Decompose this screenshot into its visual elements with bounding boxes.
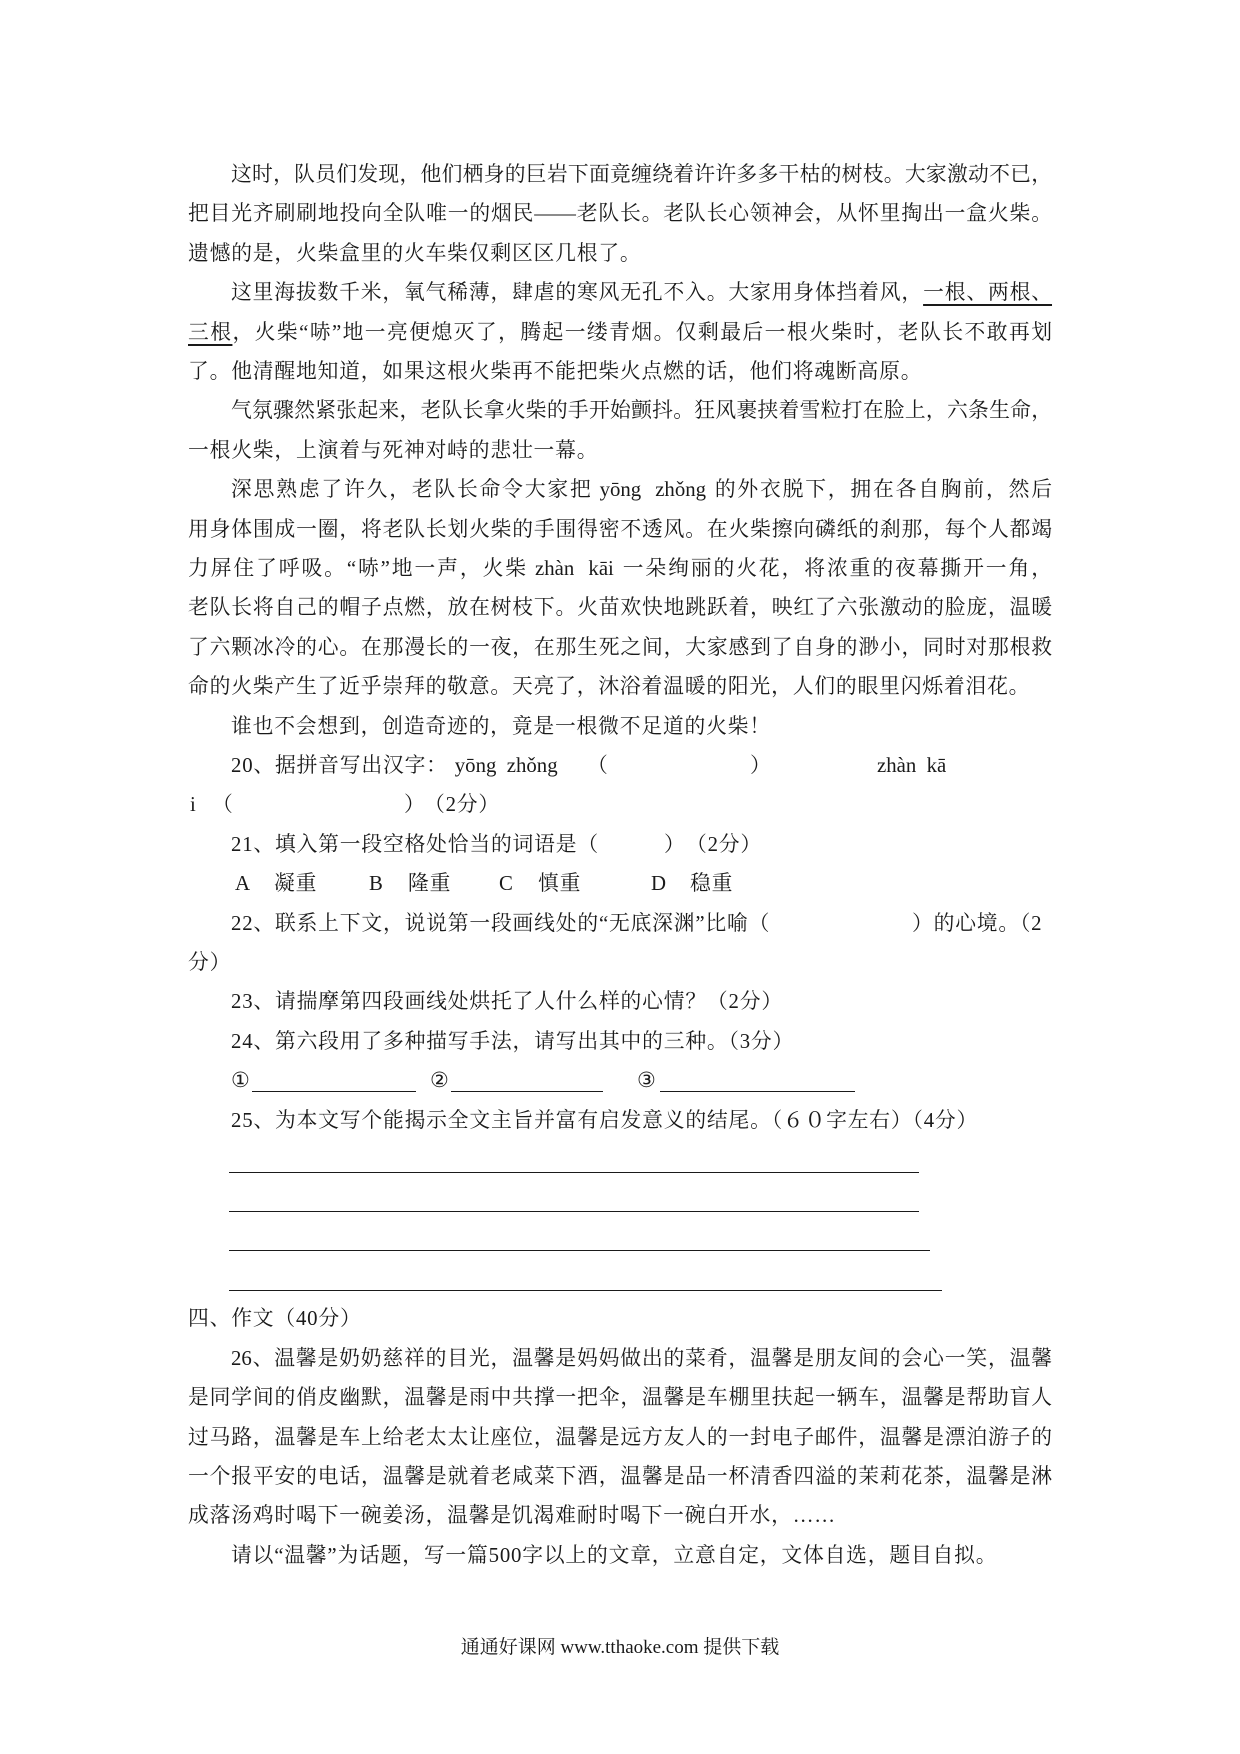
passage-line: 了。他清醒地知道，如果这根火柴再不能把柴火点燃的话，他们将魂断高原。 — [188, 360, 923, 383]
option-letter: C — [499, 872, 514, 895]
option-letter: D — [651, 872, 667, 895]
underlined-phrase: 一根、两根、 — [923, 281, 1053, 304]
answer-bracket-close: ） — [750, 754, 772, 777]
passage-line: 老队长将自己的帽子点燃，放在树枝下。火苗欢快地跳跃着，映红了六张激动的脸庞，温暖 — [188, 596, 1052, 619]
answer-line — [229, 1250, 930, 1251]
blank-number: ③ — [637, 1069, 657, 1092]
passage-line — [231, 280, 1052, 306]
passage-line: 用身体围成一圈，将老队长划火柴的手围得密不透风。在火柴擦向磷纸的刹那，每个人都竭 — [188, 518, 1052, 541]
question-21-options — [0, 871, 1240, 897]
passage-text: 力屏住了呼吸。“哧”地一声，火柴 — [188, 557, 528, 580]
passage-text: ，火柴“哧”地一亮便熄灭了，腾起一缕青烟。仅剩最后一根火柴时，老队长不敢再划 — [232, 321, 1052, 344]
question-24-blanks — [0, 1068, 1240, 1094]
pinyin: zhàn kā — [877, 754, 947, 777]
option-text: 隆重 — [408, 872, 452, 895]
composition-prompt-line: 成落汤鸡时喝下一碗姜汤，温馨是饥渴难耐时喝下一碗白开水，…… — [188, 1504, 836, 1527]
composition-prompt-line: 26、温馨是奶奶慈祥的目光，温馨是妈妈做出的菜肴，温馨是朋友间的会心一笑，温馨 — [231, 1347, 1052, 1370]
passage-line: 了六颗冰冷的心。在那漫长的一夜，在那生死之间，大家感到了自身的渺小，同时对那根救 — [188, 636, 1052, 659]
question-text: 21、填入第一段空格处恰当的词语是（ — [231, 833, 599, 856]
composition-prompt-line: 一个报平安的电话，温馨是就着老咸菜下酒，温馨是品一杯清香四溢的茉莉花茶，温馨是淋 — [188, 1465, 1052, 1488]
answer-line — [229, 1172, 919, 1173]
question-20-continued — [0, 792, 1240, 818]
answer-bracket-open: （ — [212, 793, 234, 816]
answer-line — [229, 1211, 919, 1212]
section-heading: 四、作文（40分） — [188, 1307, 362, 1330]
passage-text: 一朵绚丽的火花，将浓重的夜幕撕开一角， — [620, 557, 1052, 580]
points-label: （2分） — [686, 833, 762, 856]
page-footer: 通通好课网 www.tthaoke.com 提供下载 — [460, 1637, 780, 1658]
pinyin: yōng zhǒng — [599, 478, 707, 501]
answer-bracket-close: ） — [404, 793, 426, 816]
underlined-phrase: 三根 — [188, 321, 233, 344]
question-24: 24、第六段用了多种描写手法，请写出其中的三种。（3分） — [231, 1030, 795, 1053]
blank-number: ① — [231, 1069, 251, 1092]
pinyin: yōng zhǒng — [454, 754, 558, 777]
question-21 — [0, 832, 1240, 858]
passage-line: 一根火柴，上演着与死神对峙的悲壮一幕。 — [188, 439, 599, 462]
option-text: 凝重 — [274, 872, 318, 895]
answer-bracket-open: （ — [587, 754, 609, 777]
question-25: 25、为本文写个能揭示全文主旨并富有启发意义的结尾。（６０字左右）（4分） — [231, 1109, 979, 1132]
question-22 — [0, 911, 1240, 937]
answer-bracket-close: ） — [664, 833, 686, 856]
passage-line — [188, 320, 1052, 346]
option-letter: B — [369, 872, 384, 895]
passage-line — [231, 477, 1052, 503]
passage-line: 这时，队员们发现，他们栖身的巨岩下面竟缠绕着许许多多干枯的树枝。大家激动不已， — [231, 163, 1052, 186]
question-text: 20、据拼音写出汉字： — [231, 754, 448, 777]
question-23: 23、请揣摩第四段画线处烘托了人什么样的心情？（2分） — [231, 990, 783, 1013]
option-text: 稳重 — [690, 872, 734, 895]
pinyin: i — [190, 793, 196, 816]
question-text-tail: ）的心境。（2 — [912, 912, 1043, 935]
passage-text: 的外衣脱下，拥在各自胸前，然后 — [713, 478, 1052, 501]
answer-line — [229, 1290, 942, 1291]
points-label: （2分） — [424, 793, 500, 816]
pinyin: zhàn kāi — [534, 557, 614, 580]
passage-line: 气氛骤然紧张起来，老队长拿火柴的手开始颤抖。狂风裹挟着雪粒打在脸上，六条生命， — [231, 399, 1052, 422]
composition-prompt-line: 是同学间的俏皮幽默，温馨是雨中共撑一把伞，温馨是车棚里扶起一辆车，温馨是帮助盲人 — [188, 1386, 1052, 1409]
question-text-wrap: 分） — [188, 951, 232, 974]
answer-blank-line — [252, 1091, 416, 1092]
composition-prompt-line: 过马路，温馨是车上给老太太让座位，温馨是远方友人的一封电子邮件，温馨是漂泊游子的 — [188, 1426, 1052, 1449]
passage-line — [188, 556, 1052, 582]
option-letter: A — [235, 872, 251, 895]
question-text: 22、联系上下文，说说第一段画线处的“无底深渊”比喻（ — [231, 912, 771, 935]
passage-line: 谁也不会想到，创造奇迹的，竟是一根微不足道的火柴！ — [231, 715, 771, 738]
option-text: 慎重 — [538, 872, 582, 895]
passage-line: 遗憾的是，火柴盒里的火车柴仅剩区区几根了。 — [188, 242, 642, 265]
composition-instruction: 请以“温馨”为话题，写一篇500字以上的文章，立意自定，文体自选，题目自拟。 — [231, 1544, 998, 1567]
passage-line: 把目光齐刷刷地投向全队唯一的烟民——老队长。老队长心领神会，从怀里掏出一盒火柴。 — [188, 202, 1052, 225]
passage-text: 这里海拔数千米，氧气稀薄，肆虐的寒风无孔不入。大家用身体挡着风， — [231, 281, 924, 304]
answer-blank-line — [451, 1091, 603, 1092]
question-prompt — [231, 753, 565, 779]
question-20 — [0, 753, 1240, 779]
answer-blank-line — [660, 1091, 855, 1092]
blank-number: ② — [430, 1069, 450, 1092]
passage-text: 深思熟虑了许久，老队长命令大家把 — [231, 478, 593, 501]
passage-line: 命的火柴产生了近乎崇拜的敬意。天亮了，沐浴着温暖的阳光，人们的眼里闪烁着泪花。 — [188, 675, 1031, 698]
